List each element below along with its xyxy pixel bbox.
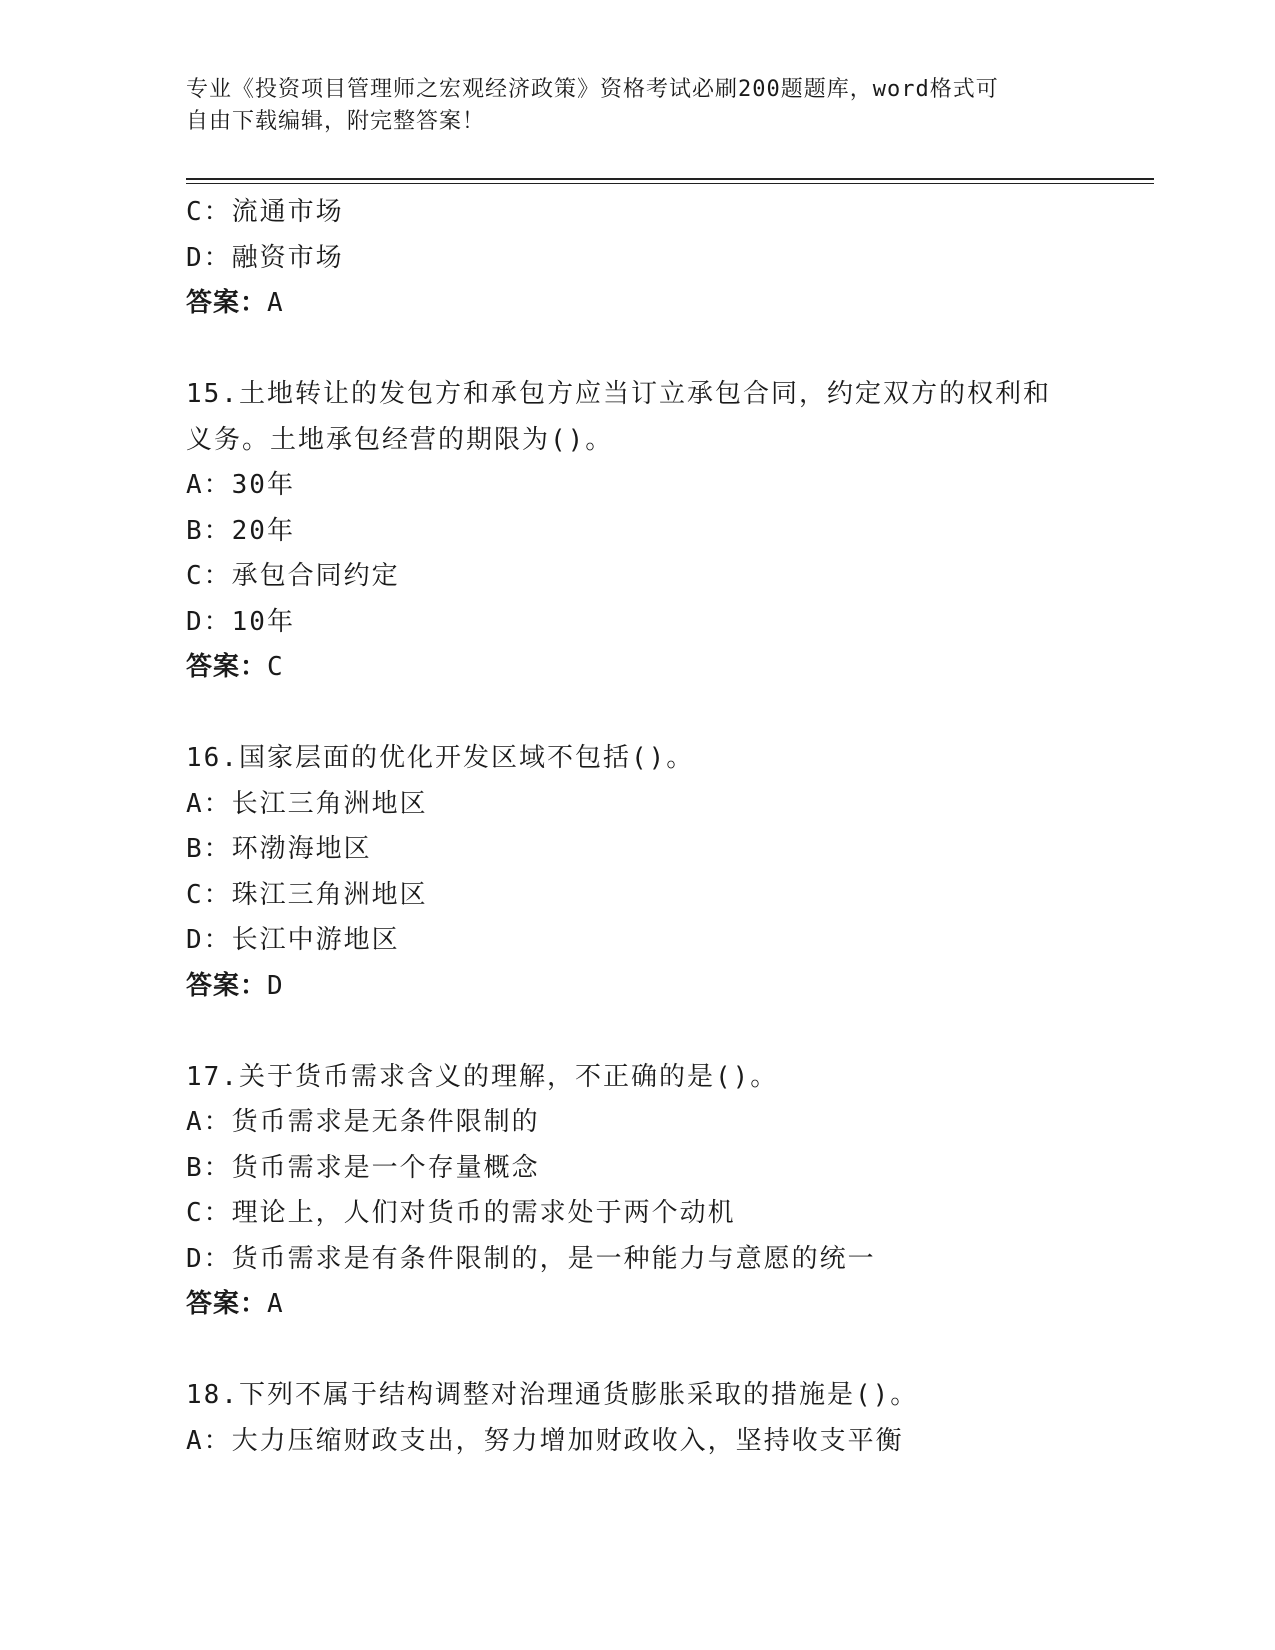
header-divider-thin xyxy=(186,183,1154,184)
answer-label: 答案： xyxy=(186,288,268,318)
spacer xyxy=(186,327,1146,373)
spacer xyxy=(186,1328,1146,1374)
spacer xyxy=(186,1009,1146,1055)
answer-value: C xyxy=(267,652,284,682)
question-15 xyxy=(186,372,1146,691)
question-18 xyxy=(186,1373,1146,1464)
question-content xyxy=(186,190,1146,1464)
question-continued xyxy=(186,190,1146,327)
question-16 xyxy=(186,736,1146,1009)
answer-value: A xyxy=(267,288,284,318)
option-c: C：理论上，人们对货币的需求处于两个动机 xyxy=(186,1198,736,1228)
answer-line xyxy=(186,645,1146,691)
header-line-2: 自由下载编辑，附完整答案！ xyxy=(186,109,486,134)
option-a: A：30年 xyxy=(186,470,295,500)
spacer xyxy=(186,691,1146,737)
question-text-cont: 义务。土地承包经营的期限为()。 xyxy=(186,424,614,455)
option-a: A：大力压缩财政支出，努力增加财政收入，坚持收支平衡 xyxy=(186,1425,904,1456)
option-b: B：20年 xyxy=(186,515,295,546)
answer-value: A xyxy=(267,1289,284,1319)
answer-value: D xyxy=(267,970,284,1001)
option-d: D：长江中游地区 xyxy=(186,925,400,955)
header-line-1: 专业《投资项目管理师之宏观经济政策》资格考试必刷200题题库，word格式可 xyxy=(186,77,999,102)
answer-label: 答案： xyxy=(186,652,268,682)
answer-label: 答案： xyxy=(186,970,268,1001)
option-d: D：融资市场 xyxy=(186,242,344,273)
question-text: 17.关于货币需求含义的理解，不正确的是()。 xyxy=(186,1061,779,1092)
option-b: B：环渤海地区 xyxy=(186,834,372,864)
option-c: C：珠江三角洲地区 xyxy=(186,879,428,910)
option-c: C：承包合同约定 xyxy=(186,561,400,591)
question-text: 18.下列不属于结构调整对治理通货膨胀采取的措施是()。 xyxy=(186,1380,919,1410)
question-17 xyxy=(186,1055,1146,1328)
option-a: A：长江三角洲地区 xyxy=(186,788,428,819)
document-header xyxy=(186,74,1086,138)
option-d: D：10年 xyxy=(186,606,295,637)
option-c: C：流通市场 xyxy=(186,197,344,227)
header-divider-thick xyxy=(186,178,1154,180)
option-b: B：货币需求是一个存量概念 xyxy=(186,1152,540,1183)
option-d: D：货币需求是有条件限制的，是一种能力与意愿的统一 xyxy=(186,1243,876,1274)
question-text: 16.国家层面的优化开发区域不包括()。 xyxy=(186,743,695,773)
answer-line xyxy=(186,964,1146,1010)
answer-line xyxy=(186,281,1146,327)
answer-line xyxy=(186,1282,1146,1328)
answer-label: 答案： xyxy=(186,1289,268,1319)
question-text: 15.土地转让的发包方和承包方应当订立承包合同，约定双方的权利和 xyxy=(186,379,1051,409)
option-a: A：货币需求是无条件限制的 xyxy=(186,1107,540,1137)
